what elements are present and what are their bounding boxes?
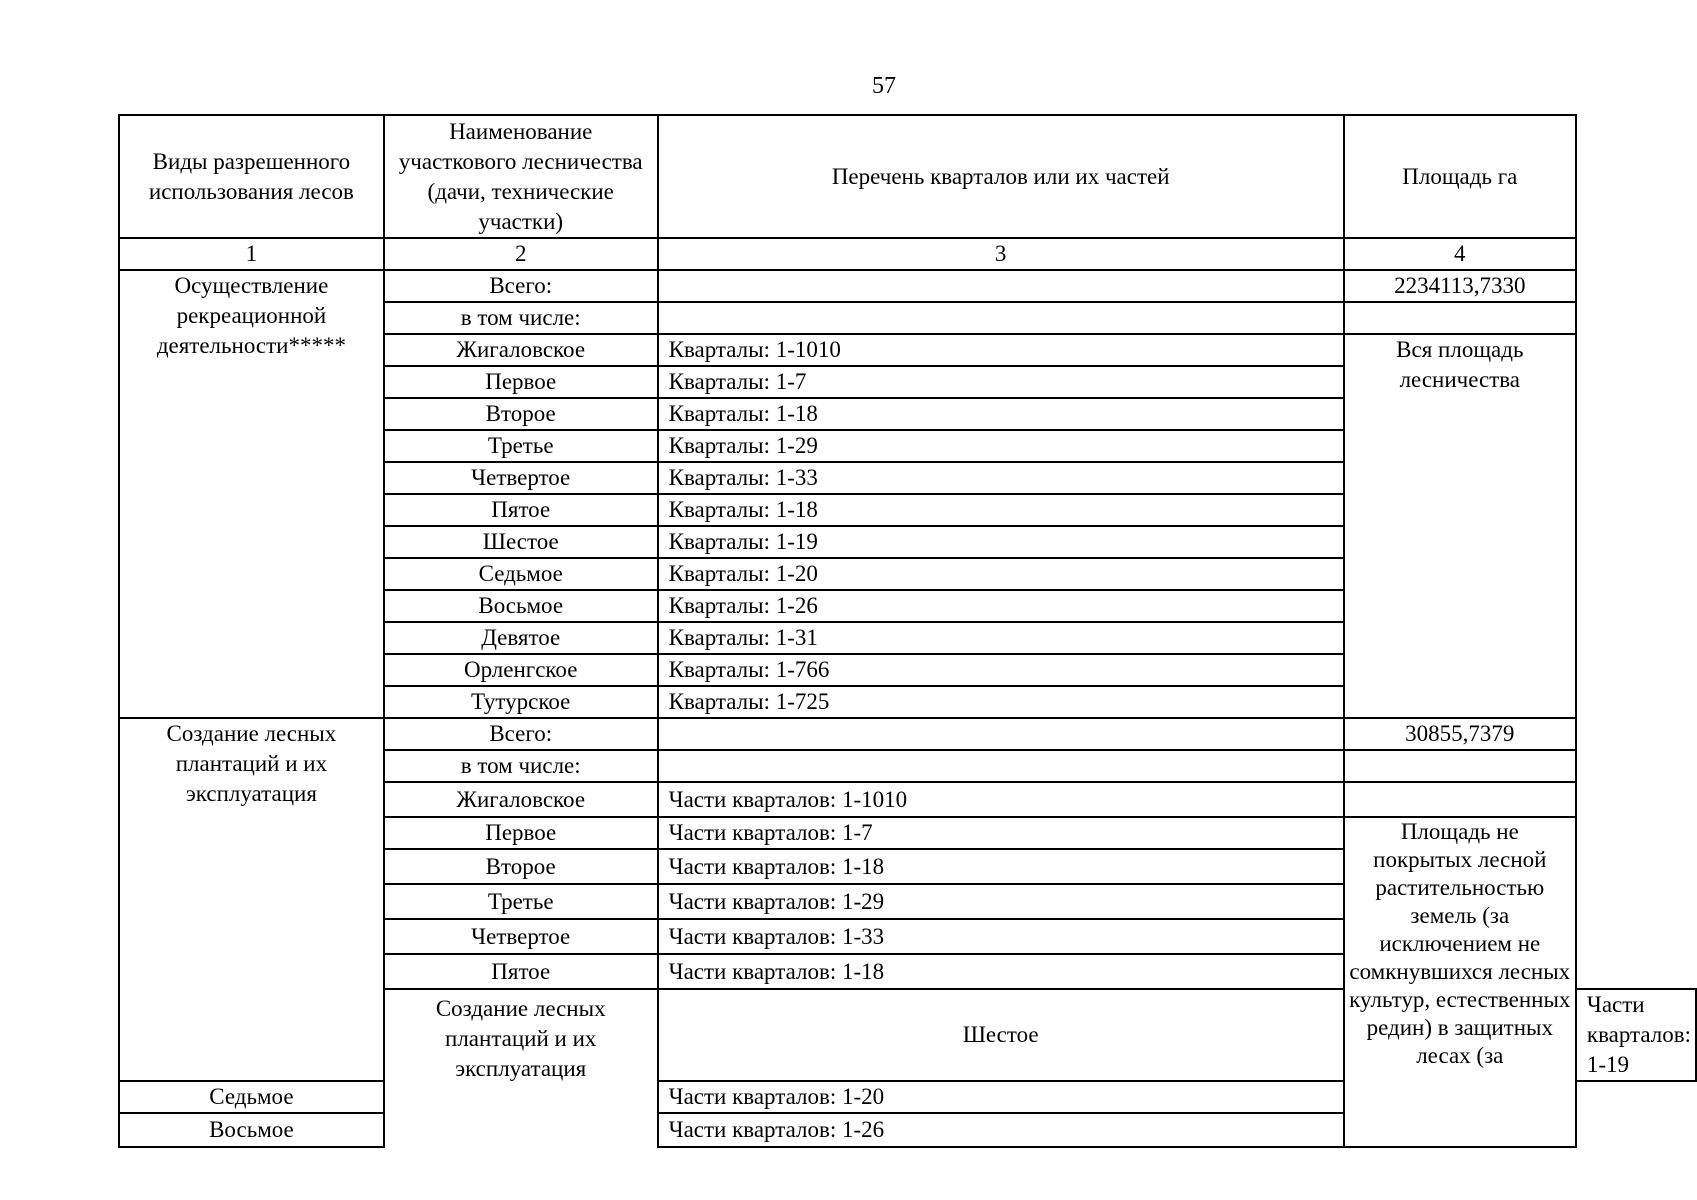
quarters-cell: Части кварталов: 1-29 bbox=[658, 884, 1344, 919]
quarters-cell: Части кварталов: 1-1010 bbox=[658, 782, 1344, 817]
forestry-name: Седьмое bbox=[384, 558, 658, 590]
use-type-cell: Создание лесных плантаций и их эксплуатация bbox=[119, 718, 384, 1081]
quarters-cell: Кварталы: 1-18 bbox=[658, 398, 1344, 430]
column-number: 3 bbox=[658, 238, 1344, 270]
forestry-name: Четвертое bbox=[384, 462, 658, 494]
quarters-cell: Кварталы: 1-766 bbox=[658, 654, 1344, 686]
page-number: 57 bbox=[872, 73, 896, 99]
forestry-name: Жигаловское bbox=[384, 782, 658, 817]
use-type-cell: Создание лесных плантаций и их эксплуатация bbox=[384, 989, 658, 1147]
quarters-cell: Кварталы: 1-26 bbox=[658, 590, 1344, 622]
column-numbers-row bbox=[119, 238, 1696, 270]
forestry-name: Второе bbox=[384, 849, 658, 884]
quarters-cell bbox=[658, 750, 1344, 782]
quarters-cell: Части кварталов: 1-20 bbox=[658, 1081, 1344, 1113]
forestry-name: Орленгское bbox=[384, 654, 658, 686]
forestry-name: Первое bbox=[384, 817, 658, 849]
area-cell bbox=[1344, 782, 1576, 817]
forestry-name: Жигаловское bbox=[384, 334, 658, 366]
header-forestry-name: Наименование участкового лесничества (дачи, технические участки) bbox=[384, 115, 658, 238]
quarters-cell bbox=[658, 302, 1344, 334]
quarters-cell: Кварталы: 1-31 bbox=[658, 622, 1344, 654]
quarters-cell bbox=[658, 718, 1344, 750]
forestry-name: Третье bbox=[384, 430, 658, 462]
forest-use-table bbox=[118, 114, 1697, 1148]
area-note: Площадь не покрытых лесной растительностью земель (за исключением не сомкнувшихся лесных культур, естественных редин) в защитных лесах (за bbox=[1344, 817, 1576, 1147]
table-row bbox=[119, 270, 1696, 302]
forestry-name: Четвертое bbox=[384, 919, 658, 954]
quarters-cell: Кварталы: 1-33 bbox=[658, 462, 1344, 494]
quarters-cell: Кварталы: 1-29 bbox=[658, 430, 1344, 462]
quarters-cell: Кварталы: 1-7 bbox=[658, 366, 1344, 398]
forestry-name: Третье bbox=[384, 884, 658, 919]
forestry-name: Восьмое bbox=[119, 1113, 384, 1147]
forestry-name: Седьмое bbox=[119, 1081, 384, 1113]
quarters-cell: Кварталы: 1-19 bbox=[658, 526, 1344, 558]
quarters-cell: Кварталы: 1-18 bbox=[658, 494, 1344, 526]
column-number: 1 bbox=[119, 238, 384, 270]
header-use-type: Виды разрешенного использования лесов bbox=[119, 115, 384, 238]
quarters-cell: Части кварталов: 1-7 bbox=[658, 817, 1344, 849]
forestry-name: Второе bbox=[384, 398, 658, 430]
quarters-cell: Кварталы: 1-725 bbox=[658, 686, 1344, 718]
quarters-cell bbox=[658, 270, 1344, 302]
forestry-name: Девятое bbox=[384, 622, 658, 654]
table-header-row bbox=[119, 115, 1696, 238]
forestry-name: Шестое bbox=[658, 989, 1344, 1081]
header-area: Площадь га bbox=[1344, 115, 1576, 238]
including-label: в том числе: bbox=[384, 302, 658, 334]
total-label: Всего: bbox=[384, 270, 658, 302]
quarters-cell: Кварталы: 1-1010 bbox=[658, 334, 1344, 366]
use-type-cell: Осуществление рекреационной деятельности***** bbox=[119, 270, 384, 718]
total-label: Всего: bbox=[384, 718, 658, 750]
forestry-name: Пятое bbox=[384, 494, 658, 526]
forestry-name: Восьмое bbox=[384, 590, 658, 622]
quarters-cell: Части кварталов: 1-18 bbox=[658, 849, 1344, 884]
total-area: 2234113,7330 bbox=[1344, 270, 1576, 302]
column-number: 2 bbox=[384, 238, 658, 270]
table-row bbox=[119, 718, 1696, 750]
including-label: в том числе: bbox=[384, 750, 658, 782]
forestry-name: Первое bbox=[384, 366, 658, 398]
forestry-name: Шестое bbox=[384, 526, 658, 558]
area-note: Вся площадь лесничества bbox=[1344, 334, 1576, 718]
forestry-name: Пятое bbox=[384, 954, 658, 989]
quarters-cell: Части кварталов: 1-33 bbox=[658, 919, 1344, 954]
forestry-name: Тутурское bbox=[384, 686, 658, 718]
quarters-cell: Части кварталов: 1-18 bbox=[658, 954, 1344, 989]
area-cell bbox=[1344, 750, 1576, 782]
header-quarters-list: Перечень кварталов или их частей bbox=[658, 115, 1344, 238]
column-number: 4 bbox=[1344, 238, 1576, 270]
quarters-cell: Части кварталов: 1-19 bbox=[1576, 989, 1696, 1081]
quarters-cell: Части кварталов: 1-26 bbox=[658, 1113, 1344, 1147]
quarters-cell: Кварталы: 1-20 bbox=[658, 558, 1344, 590]
total-area: 30855,7379 bbox=[1344, 718, 1576, 750]
area-cell bbox=[1344, 302, 1576, 334]
